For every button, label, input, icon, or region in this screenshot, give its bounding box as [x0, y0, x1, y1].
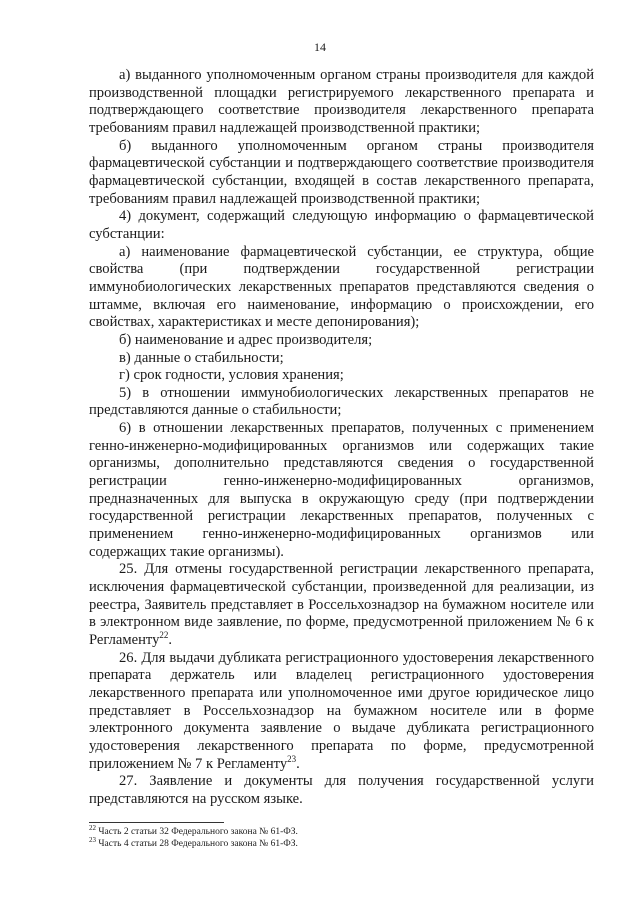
footnote-22: $^{22}$ Часть 2 статьи 32 Федерального закона № 61-ФЗ. — [89, 823, 298, 837]
paragraph-25: 25. Для отмены государственной регистрации лекарственного препарата, исключения фармацевтической субстанции, произведенной для реализации, из реестра, Заявитель представляет в Россельхознадзор на бумажном носителе или в электронном виде заявление, по форме, предусмотренной приложением № 6 к Регламенту$^{22}$. — [89, 561, 594, 648]
paragraph-4a: а) наименование фармацевтической субстанции, ее структура, общие свойства (при подтверждении государственной регистрации иммунобиологических лекарственных препаратов представляются сведения о штамме, включая его наименование, информацию о происхождении, его свойствах, характеристиках и месте депонирования); — [89, 243, 594, 331]
paragraph-27: 27. Заявление и документы для получения государственной услуги представляются на русском языке. — [89, 773, 594, 807]
paragraph-5: 5) в отношении иммунобиологических лекарственных препаратов не представляются данные о стабильности; — [89, 384, 594, 419]
footnote-ref-22: 22 — [159, 630, 169, 641]
page-number: 14 — [314, 40, 326, 54]
paragraph-4d: г) срок годности, условия хранения; — [119, 367, 344, 384]
footnotes — [89, 823, 594, 850]
paragraph-4: 4) документ, содержащий следующую информацию о фармацевтической субстанции: — [89, 208, 594, 242]
footnote-ref-23: 23 — [287, 753, 297, 764]
paragraph-3b: б) выданного уполномоченным органом страны производителя фармацевтической субстанции и подтверждающего соответствие производителя фармацевтической субстанции, входящей в состав лекарственного препарата, требованиям правил надлежащей производственной практики; — [89, 137, 594, 207]
paragraph-3a: а) выданного уполномоченным органом страны производителя для каждой производственной площадки регистрируемого лекарственного препарата и подтверждающего соответствие производителя лекарственного препарата требованиям правил надлежащей производственной практики; — [89, 67, 594, 136]
footnote-separator — [89, 822, 224, 823]
document-body — [89, 67, 594, 809]
paragraph-4b: б) наименование и адрес производителя; — [119, 331, 373, 348]
paragraph-4c: в) данные о стабильности; — [119, 349, 284, 366]
paragraph-26: 26. Для выдачи дубликата регистрационного удостоверения лекарственного препарата держатель или владелец регистрационного удостоверения лекарственного препарата или уполномоченное ими другое юридическое лицо представляет в Россельхознадзор на бумажном носителе или в форме электронного документа заявление о выдаче дубликата регистрационного удостоверения лекарственного препарата по форме, предусмотренной приложением № 7 к Регламенту$^{23}$. — [89, 649, 594, 772]
footnote-23: $^{23}$ Часть 4 статьи 28 Федерального закона № 61-ФЗ. — [89, 835, 298, 849]
paragraph-6: 6) в отношении лекарственных препаратов, полученных с применением генно-инженерно-модифицированных организмов или содержащих такие организмы, дополнительно представляются сведения о государственной регистрации генно-инженерно-модифицированных организмов, предназначенных для выпуска в окружающую среду (при подтверждении государственной регистрации лекарственных препаратов, полученных с применением генно-инженерно-модифицированных организмов или содержащих такие организмы). — [89, 420, 594, 560]
